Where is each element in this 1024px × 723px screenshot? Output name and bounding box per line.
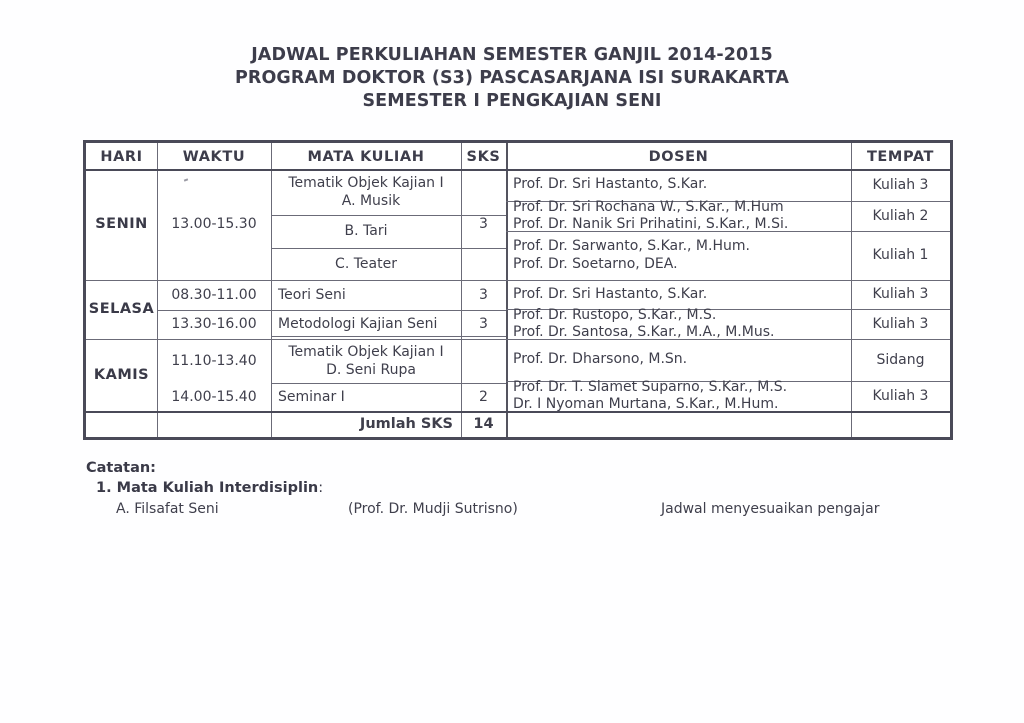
waktu-cell-3: 13.30-16.00 xyxy=(171,316,257,332)
sks-cell-selasa-1: 3 xyxy=(479,286,488,303)
dosen-cell-4 xyxy=(506,280,851,309)
title-line-3: SEMESTER I PENGKAJIAN SENI xyxy=(362,91,662,111)
header-mata-kuliah: MATA KULIAH xyxy=(307,148,425,165)
dosen-line1: Prof. Dr. Dharsono, M.Sn. xyxy=(513,351,688,368)
document-title xyxy=(0,44,1024,113)
sks-cell-kamis-1 xyxy=(461,339,506,383)
waktu-cell-2: 08.30-11.00 xyxy=(171,286,257,303)
day-cell-selasa: SELASA xyxy=(88,301,155,317)
notes-item-1-colon: : xyxy=(318,480,324,496)
sks-cell-kamis-2: 2 xyxy=(479,388,488,405)
dosen-line1: Prof. Dr. Sarwanto, S.Kar., M.Hum. xyxy=(513,238,750,254)
sks-cell-selasa-2: 3 xyxy=(479,316,488,332)
tempat-cell-3: Kuliah 1 xyxy=(872,247,929,263)
mata-kuliah-cell-7: Seminar I xyxy=(278,388,345,405)
mata-kuliah-cell-6 xyxy=(271,339,461,383)
header-dosen: DOSEN xyxy=(648,148,709,165)
tempat-cell-4: Kuliah 3 xyxy=(872,286,929,302)
dosen-line1: Prof. Dr. Sri Hastanto, S.Kar. xyxy=(513,176,708,193)
dosen-line2: Prof. Dr. Santosa, S.Kar., M.A., M.Mus. xyxy=(513,324,775,340)
total-sks-value: 14 xyxy=(473,415,494,432)
mata-kuliah-line2: A. Musik xyxy=(341,193,401,209)
mata-kuliah-cell-2: B. Tari xyxy=(344,223,388,239)
dosen-line1: Prof. Dr. Sri Hastanto, S.Kar. xyxy=(513,285,708,302)
tempat-cell-6: Sidang xyxy=(876,351,925,368)
total-label: Jumlah SKS xyxy=(359,415,453,432)
dosen-line2: Prof. Dr. Nanik Sri Prihatini, S.Kar., M.Si. xyxy=(513,216,789,232)
header-hari: HARI xyxy=(100,148,143,165)
notes-item-1 xyxy=(86,478,966,498)
dosen-cell-7 xyxy=(506,378,851,412)
mata-kuliah-line2: D. Seni Rupa xyxy=(326,362,416,378)
header-waktu: WAKTU xyxy=(182,148,246,165)
schedule-table xyxy=(83,140,953,440)
waktu-cell-4: 11.10-13.40 xyxy=(171,352,257,369)
tempat-cell-2: Kuliah 2 xyxy=(872,207,929,224)
dosen-line1: Prof. Dr. Rustopo, S.Kar., M.S. xyxy=(513,306,717,323)
notes-lecturer: (Prof. Dr. Mudji Sutrisno) xyxy=(348,501,518,517)
notes-item-1-label: 1. Mata Kuliah Interdisiplin xyxy=(96,480,319,496)
dosen-line1: Prof. Dr. T. Slamet Suparno, S.Kar., M.S. xyxy=(513,378,788,395)
dosen-cell-2 xyxy=(506,198,851,232)
dosen-line2: Dr. I Nyoman Murtana, S.Kar., M.Hum. xyxy=(513,396,779,412)
notes-section xyxy=(86,458,966,520)
mata-kuliah-cell-5: Metodologi Kajian Seni xyxy=(278,316,438,332)
mata-kuliah-line1: Tematik Objek Kajian I xyxy=(288,175,444,191)
notes-course: A. Filsafat Seni xyxy=(116,501,219,517)
sks-cell-senin: 3 xyxy=(479,216,488,232)
dosen-cell-3 xyxy=(506,231,851,280)
mata-kuliah-cell-1 xyxy=(271,169,461,215)
notes-row xyxy=(86,498,966,520)
mata-kuliah-line1: Tematik Objek Kajian I xyxy=(288,344,444,360)
dosen-line2: Prof. Dr. Soetarno, DEA. xyxy=(513,255,678,272)
notes-heading: Catatan: xyxy=(86,460,156,476)
dosen-cell-1 xyxy=(506,169,851,201)
header-sks: SKS xyxy=(466,148,501,165)
dosen-cell-6 xyxy=(506,339,851,381)
day-cell-senin: SENIN xyxy=(95,216,148,232)
title-line-1: JADWAL PERKULIAHAN SEMESTER GANJIL 2014-2015 xyxy=(251,45,773,65)
header-tempat: TEMPAT xyxy=(866,148,935,165)
tempat-cell-7: Kuliah 3 xyxy=(872,387,929,404)
day-cell-kamis: KAMIS xyxy=(93,366,150,383)
dosen-line1: Prof. Dr. Sri Rochana W., S.Kar., M.Hum xyxy=(513,198,784,215)
title-line-2: PROGRAM DOKTOR (S3) PASCASARJANA ISI SURAKARTA xyxy=(234,68,790,88)
notes-remark: Jadwal menyesuaikan pengajar xyxy=(661,501,880,517)
tempat-cell-5: Kuliah 3 xyxy=(872,315,929,332)
dosen-cell-5 xyxy=(506,306,851,340)
tempat-cell-1: Kuliah 3 xyxy=(872,176,929,193)
waktu-cell-5: 14.00-15.40 xyxy=(171,388,257,405)
mata-kuliah-cell-3: C. Teater xyxy=(335,255,397,272)
waktu-cell-1: 13.00-15.30 xyxy=(171,216,257,232)
mata-kuliah-cell-4: Teori Seni xyxy=(278,286,346,303)
